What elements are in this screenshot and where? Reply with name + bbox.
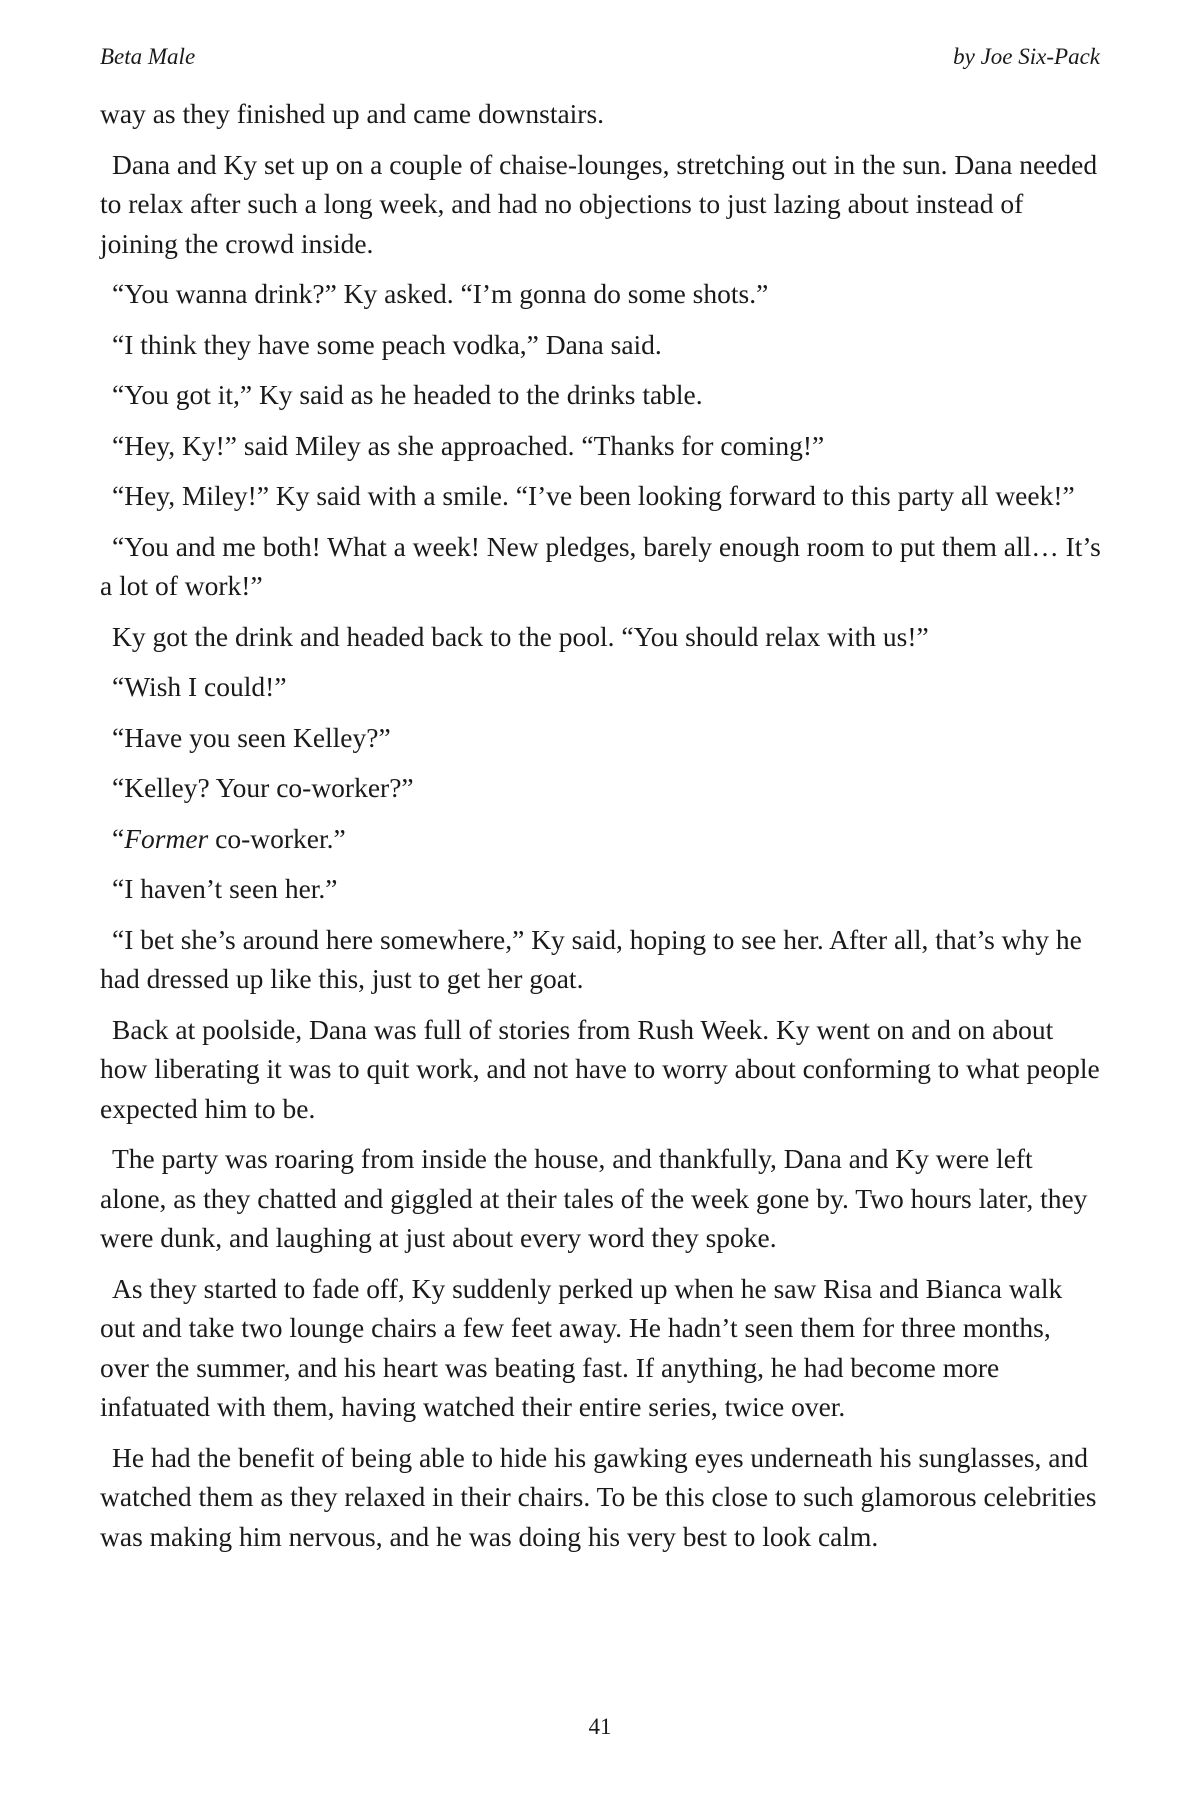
paragraph: Back at poolside, Dana was full of stories from Rush Week. Ky went on and on about how liberating it was to quit work, and not have to worry about conforming to what people expected him to be. [100, 1013, 1100, 1124]
paragraph: Ky got the drink and headed back to the pool. “You should relax with us!” [112, 620, 929, 652]
paragraph: Dana and Ky set up on a couple of chaise-lounges, stretching out in the sun. Dana needed to relax after such a long week, and had no objections to just lazing about instead of joining the crowd inside. [100, 148, 1098, 259]
paragraph: As they started to fade off, Ky suddenly perked up when he saw Risa and Bianca walk out and take two lounge chairs a few feet away. He hadn’t seen them for three months, over the summer, and his heart was beating fast. If anything, he had become more infatuated with them, having watched their entire series, twice over. [100, 1272, 1063, 1422]
paragraph: way as they finished up and came downstairs. [100, 98, 605, 129]
paragraph: “You and me both! What a week! New pledges, barely enough room to put them all… It’s a lot of work!” [100, 530, 1101, 601]
paragraph: “Kelley? Your co-worker?” [112, 772, 414, 803]
body-text [100, 94, 1102, 1567]
paragraph: “Have you seen Kelley?” [112, 721, 391, 753]
paragraph: “I think they have some peach vodka,” Dana said. [112, 328, 662, 360]
book-title: Beta Male [100, 44, 196, 69]
paragraph: “Hey, Miley!” Ky said with a smile. “I’ve been looking forward to this party all week!” [112, 480, 1075, 511]
paragraph: “You got it,” Ky said as he headed to the drinks table. [112, 379, 703, 410]
author-byline: by Joe Six-Pack [953, 44, 1100, 69]
paragraph: “Hey, Ky!” said Miley as she approached. “Thanks for coming!” [112, 429, 825, 461]
page-number: 41 [588, 1714, 612, 1739]
paragraph: “You wanna drink?” Ky asked. “I’m gonna do some shots.” [112, 278, 769, 309]
paragraph: “I bet she’s around here somewhere,” Ky said, hoping to see her. After all, that’s why he had dressed up like this, just to get her goat. [100, 923, 1082, 994]
paragraph-former-coworker: “Former co-worker.” [112, 822, 346, 854]
paragraph: He had the benefit of being able to hide his gawking eyes underneath his sunglasses, and watched them as they relaxed in their chairs. To be this close to such glamorous celebrities was making him nervous, and he was doing his very best to look calm. [100, 1441, 1097, 1552]
paragraph: “I haven’t seen her.” [112, 873, 338, 904]
paragraph: The party was roaring from inside the house, and thankfully, Dana and Ky were left alone, as they chatted and giggled at their tales of the week gone by. Two hours later, they were dunk, and laughing at just about every word they spoke. [100, 1143, 1088, 1253]
running-head [100, 44, 1100, 80]
emphasis-text: Former [124, 822, 209, 854]
paragraph: “Wish I could!” [112, 671, 287, 702]
